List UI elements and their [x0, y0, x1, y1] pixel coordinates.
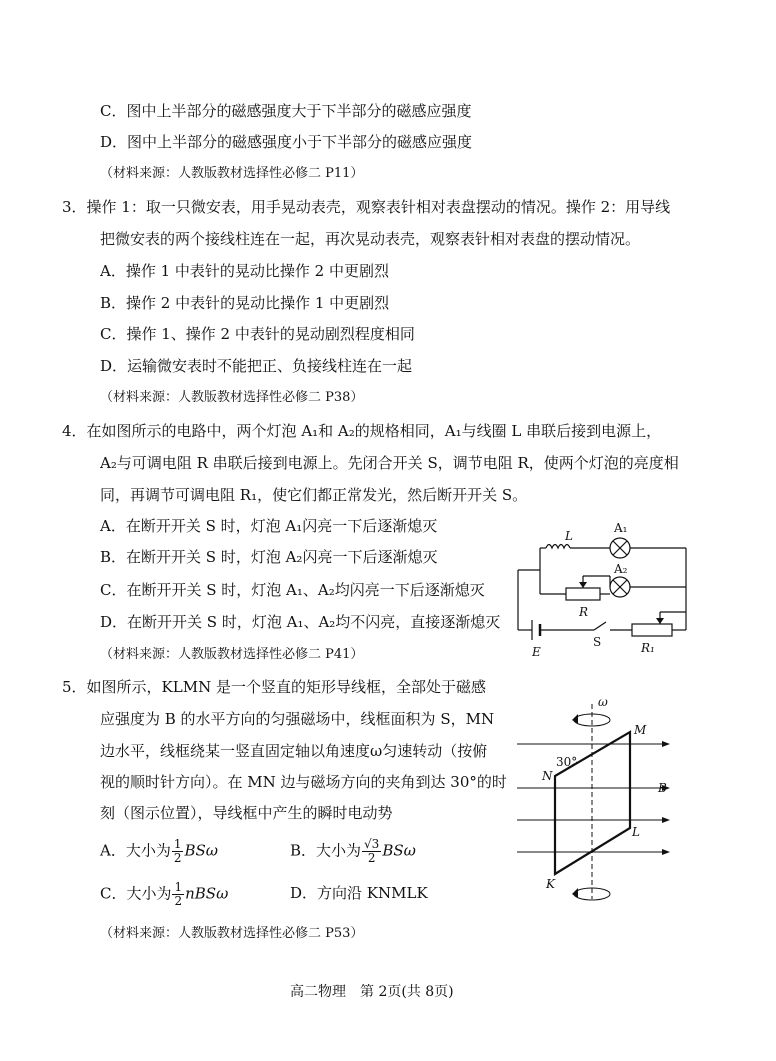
- q5-stem-line2: 应强度为 B 的水平方向的匀强磁场中，线框面积为 S，MN: [100, 710, 495, 728]
- q5-option-b: B．大小为 $\frac{√3}{2}$ BSω: [290, 837, 416, 865]
- frame-label-M: M: [634, 723, 647, 737]
- circuit-label-L: L: [565, 529, 573, 543]
- q4-source: （材料来源：人教版教材选择性必修二 P41）: [100, 647, 364, 662]
- q2-option-d: D．图中上半部分的磁感强度小于下半部分的磁感应强度: [100, 133, 473, 151]
- q3-option-b: B．操作 2 中表针的晃动比操作 1 中更剧烈: [100, 294, 390, 312]
- rotating-frame-diagram: [512, 694, 677, 914]
- q5-stem-line5: 刻（图示位置），导线框中产生的瞬时电动势: [100, 804, 393, 822]
- q4-stem-line2: A₂与可调电阻 R 串联后接到电源上。先闭合开关 S，调节电阻 R，使两个灯泡的亮度相: [100, 454, 679, 472]
- circuit-label-S: S: [593, 635, 602, 649]
- frame-label-B: B: [658, 781, 667, 795]
- q3-source: （材料来源：人教版教材选择性必修二 P38）: [100, 390, 364, 405]
- frame-label-angle: 30°: [556, 755, 578, 769]
- frame-label-N: N: [542, 769, 553, 783]
- frame-label-K: K: [546, 877, 555, 891]
- q4-option-a: A．在断开开关 S 时，灯泡 A₁闪亮一下后逐渐熄灭: [100, 517, 438, 535]
- frame-label-L: L: [632, 825, 640, 839]
- q3-option-a: A．操作 1 中表针的晃动比操作 2 中更剧烈: [100, 262, 389, 280]
- q5-source: （材料来源：人教版教材选择性必修二 P53）: [100, 926, 364, 941]
- q4-stem-line1: 4．在如图所示的电路中，两个灯泡 A₁和 A₂的规格相同，A₁与线圈 L 串联后接到电源上，: [62, 422, 662, 440]
- frame-label-omega: ω: [598, 695, 608, 709]
- circuit-label-A1: A₁: [614, 521, 628, 535]
- q2-option-c: C．图中上半部分的磁感强度大于下半部分的磁感应强度: [100, 102, 472, 120]
- q4-stem-line3: 同，再调节可调电阻 R₁，使它们都正常发光，然后断开开关 S。: [100, 486, 528, 504]
- q5-stem-line3: 边水平，线框绕某一竖直固定轴以角速度ω匀速转动（按俯: [100, 742, 488, 760]
- circuit-diagram: [510, 518, 690, 658]
- q3-option-d: D．运输微安表时不能把正、负接线柱连在一起: [100, 357, 413, 375]
- q4-option-d: D．在断开开关 S 时，灯泡 A₁、A₂均不闪亮，直接逐渐熄灭: [100, 613, 501, 631]
- circuit-label-E: E: [532, 645, 541, 658]
- circuit-label-R1: R₁: [641, 641, 655, 655]
- q3-option-c: C．操作 1、操作 2 中表针的晃动剧烈程度相同: [100, 325, 415, 343]
- q5-stem-line1: 5．如图所示，KLMN 是一个竖直的矩形导线框，全部处于磁感: [62, 678, 486, 696]
- circuit-label-R: R: [579, 605, 589, 619]
- q4-option-c: C．在断开开关 S 时，灯泡 A₁、A₂均闪亮一下后逐渐熄灭: [100, 581, 485, 599]
- q5-option-d: D．方向沿 KNMLK: [290, 884, 428, 902]
- page-footer: 高二物理 第 2页(共 8页): [290, 984, 454, 1000]
- q3-stem-line1: 3．操作 1：取一只微安表，用手晃动表壳，观察表针相对表盘摆动的情况。操作 2：用导线: [62, 198, 671, 216]
- q5-option-c: C．大小为 $\frac{1}{2}$ nBSω: [100, 880, 229, 908]
- q3-stem-line2: 把微安表的两个接线柱连在一起，再次晃动表壳，观察表针相对表盘的摆动情况。: [100, 230, 641, 248]
- q5-option-a: A．大小为 $\frac{1}{2}$ BSω: [100, 837, 219, 865]
- q2-source: （材料来源：人教版教材选择性必修二 P11）: [100, 166, 364, 181]
- q5-stem-line4: 视的顺时针方向）。在 MN 边与磁场方向的夹角到达 30°的时: [100, 773, 507, 791]
- circuit-label-A2: A₂: [614, 562, 628, 576]
- q4-option-b: B．在断开开关 S 时，灯泡 A₂闪亮一下后逐渐熄灭: [100, 548, 438, 566]
